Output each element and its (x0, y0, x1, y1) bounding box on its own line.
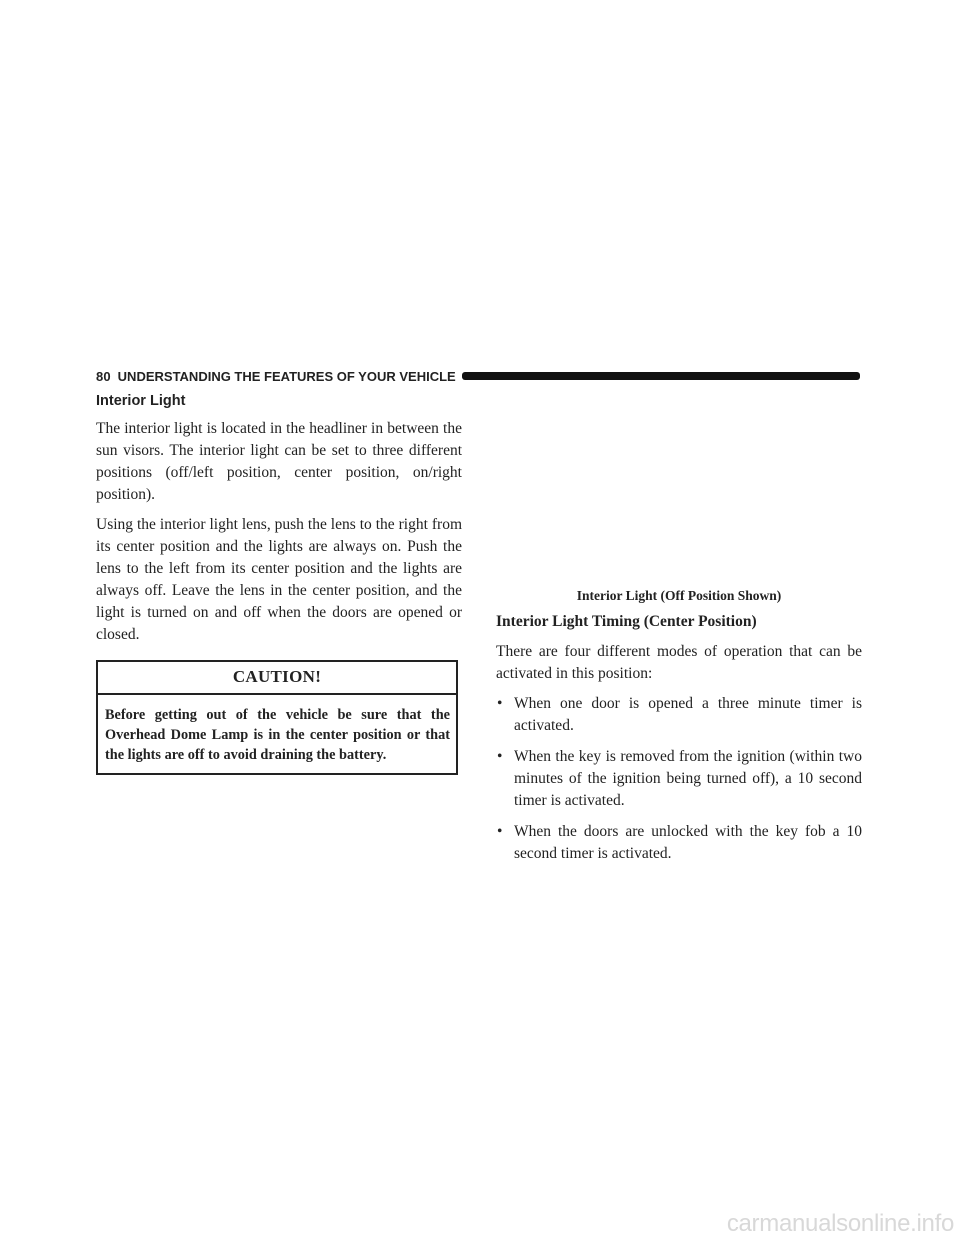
bullet-icon: • (497, 823, 503, 840)
list-item (496, 821, 862, 865)
site-watermark: carmanualsonline.info (726, 1210, 954, 1237)
page-header (96, 368, 860, 384)
figure-caption: Interior Light (Off Position Shown) (576, 588, 782, 603)
figure-placeholder (496, 392, 862, 602)
bullet-icon: • (497, 695, 503, 712)
caution-text: Before getting out of the vehicle be sure that the Overhead Dome Lamp is in the center position or that the lights are off to avoid draining the battery. (105, 707, 450, 763)
bullet-icon: • (497, 748, 503, 765)
list-item-text: When one door is opened a three minute timer is activated. (514, 695, 862, 734)
caution-title: CAUTION! (98, 662, 456, 695)
paragraph: Using the interior light lens, push the lens to the right from its center position and the lights are always on. Push the lens to the left from its center position and the lights are always off. Leave the lens in the center position, and the light is turned on and off when the doors are opened or closed. (96, 516, 462, 643)
left-column (96, 392, 462, 775)
section-heading-interior-light: Interior Light (96, 393, 186, 409)
paragraph: There are four different modes of operation that can be activated in this position: (496, 643, 862, 682)
chapter-title: UNDERSTANDING THE FEATURES OF YOUR VEHICLE (117, 368, 456, 384)
list-item (496, 746, 862, 812)
header-rule (462, 372, 860, 380)
paragraph: The interior light is located in the headliner in between the sun visors. The interior light can be set to three different positions (off/left position, center position, on/right position). (96, 420, 462, 503)
right-column (496, 392, 862, 874)
caution-box (96, 660, 458, 775)
list-item (496, 693, 862, 737)
section-heading-light-timing: Interior Light Timing (Center Position) (496, 613, 757, 630)
list-item-text: When the doors are unlocked with the key fob a 10 second timer is activated. (514, 823, 862, 862)
list-item-text: When the key is removed from the ignition (within two minutes of the ignition being turned off), a 10 second timer is activated. (514, 748, 862, 809)
bullet-list (496, 693, 862, 865)
page-number: 80 (96, 368, 111, 384)
